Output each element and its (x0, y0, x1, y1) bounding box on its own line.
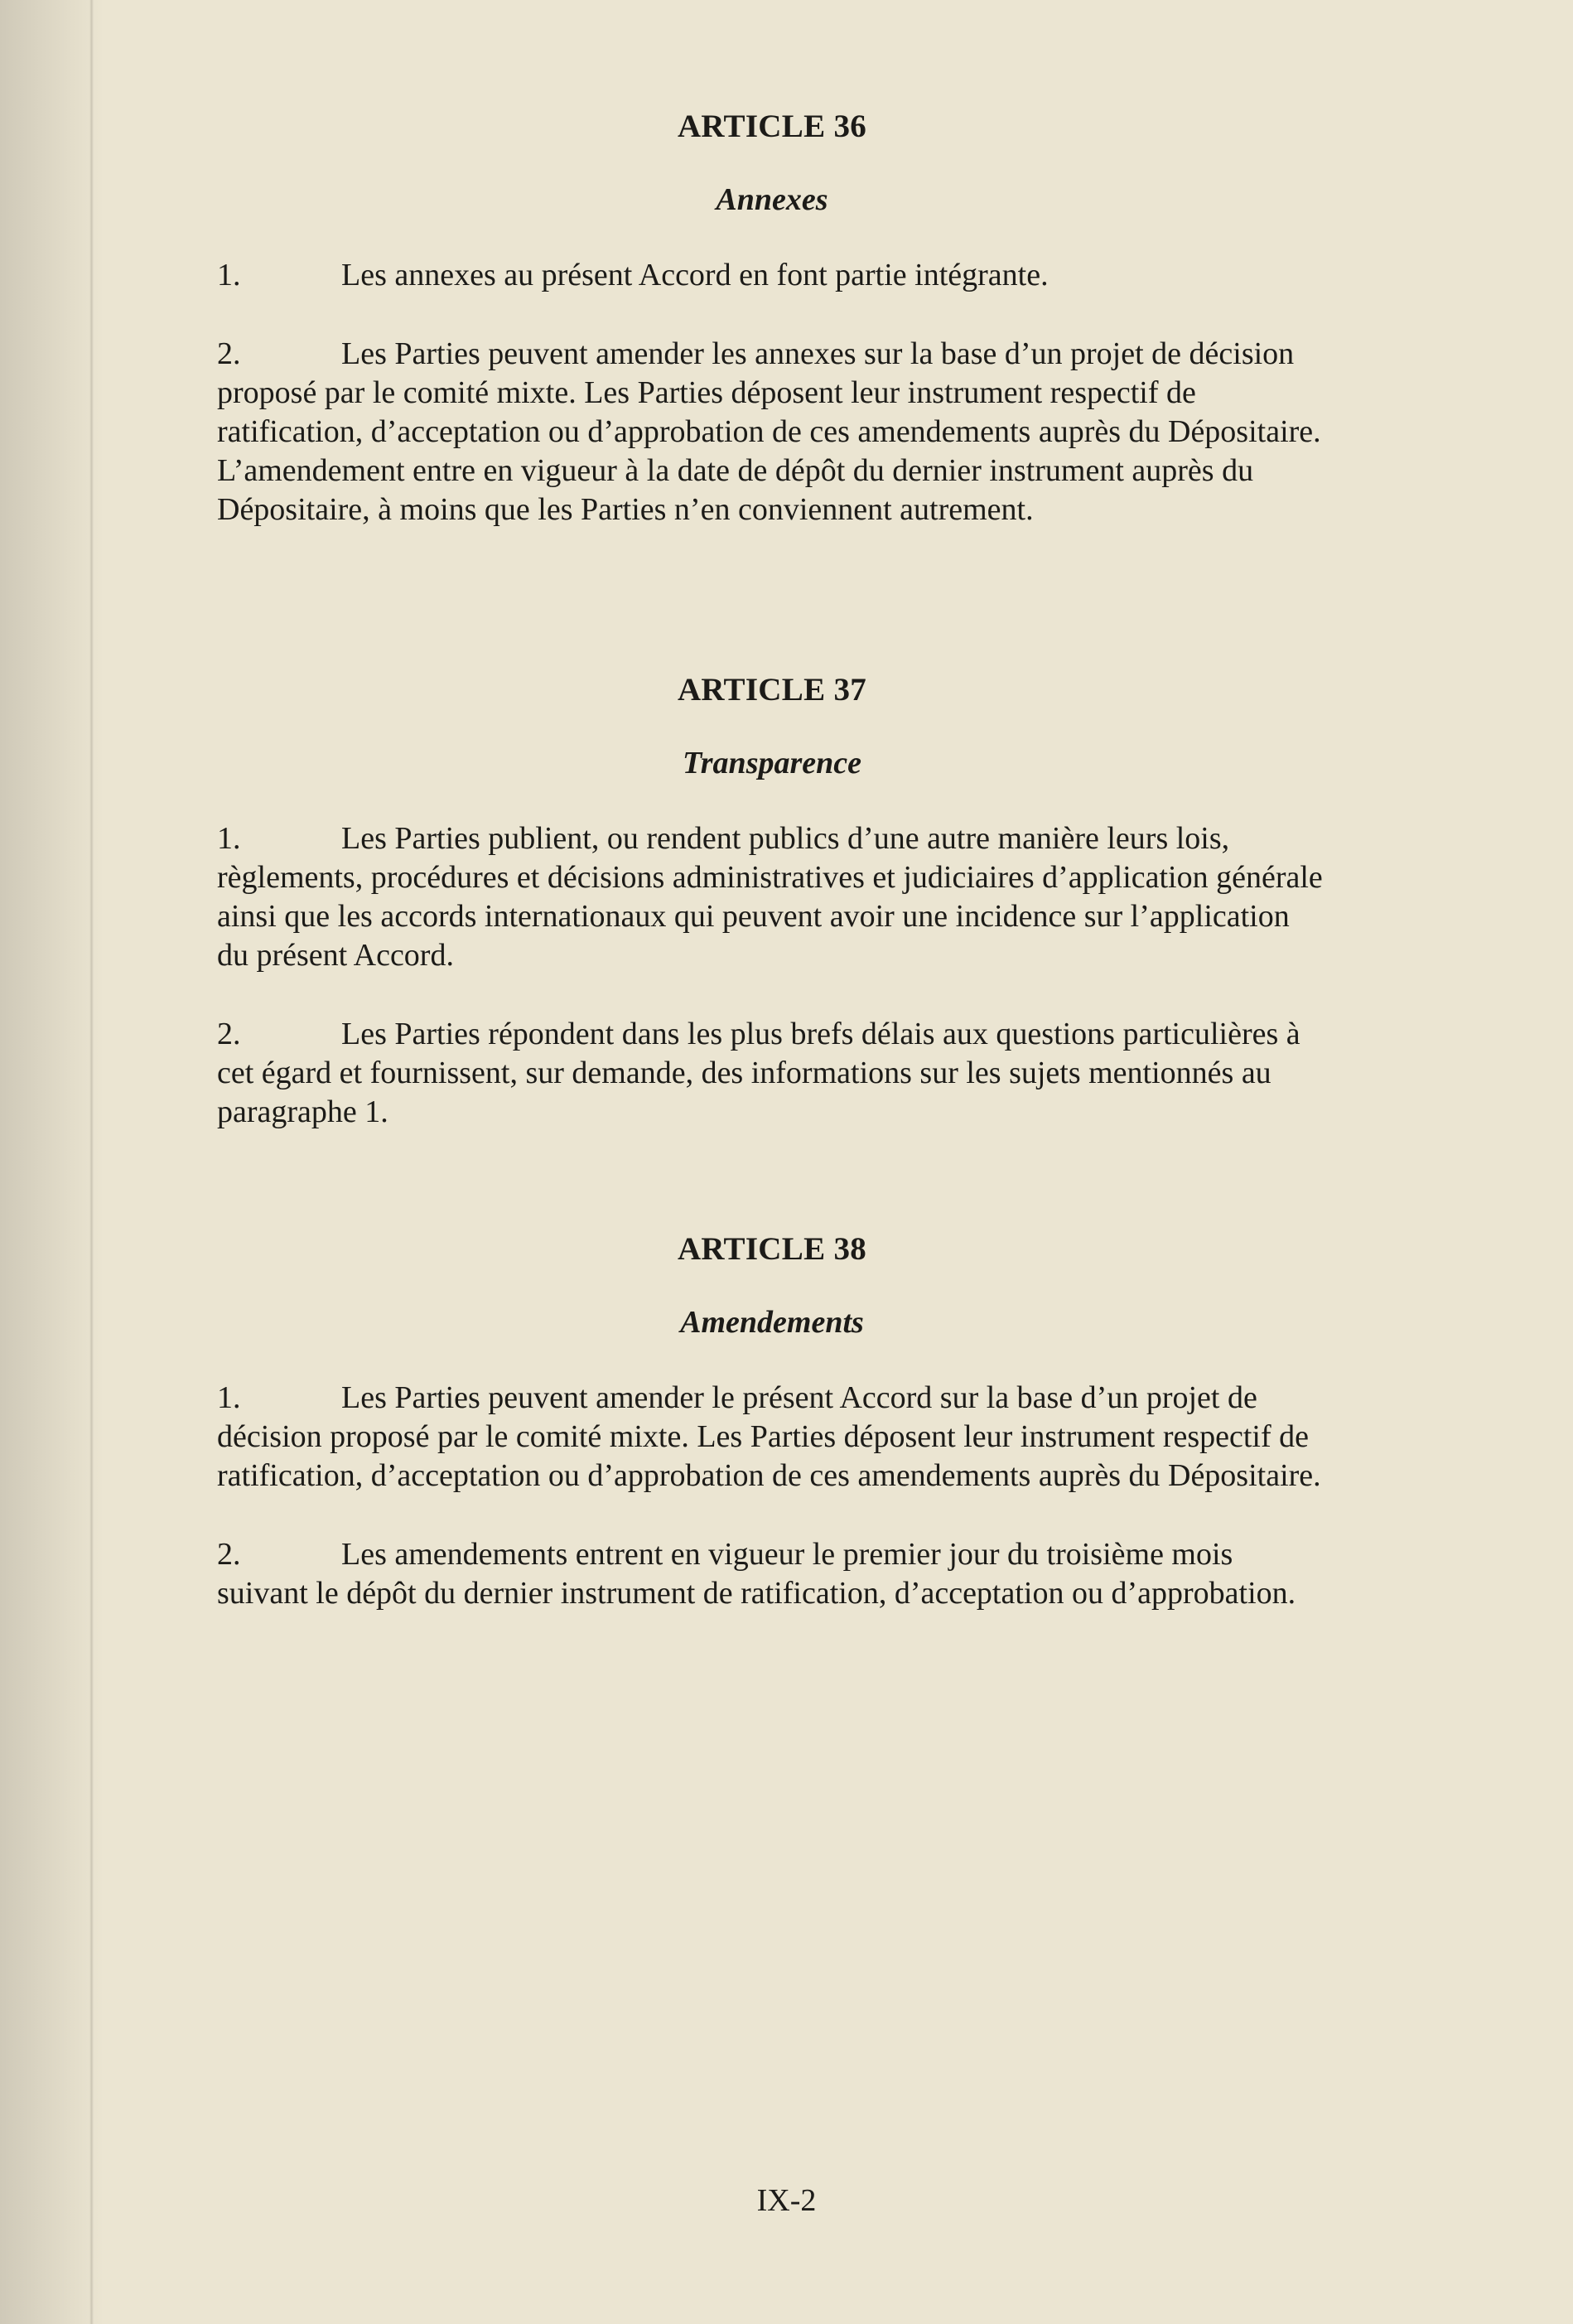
article-37 (217, 671, 1327, 1132)
article-subtitle: Annexes (716, 182, 828, 217)
paragraph-number: 1. (217, 1380, 241, 1415)
paragraph (217, 256, 1327, 295)
article-heading: ARTICLE 38 (677, 1231, 867, 1267)
article-heading: ARTICLE 37 (677, 672, 867, 708)
page-gutter-shadow (0, 0, 104, 2324)
paragraph-text: Les annexes au présent Accord en font partie intégrante. (341, 258, 1049, 292)
article-38 (217, 1230, 1327, 1613)
paragraph (217, 335, 1327, 529)
paragraph (217, 819, 1327, 975)
paragraph-number: 2. (217, 1017, 241, 1051)
binding-edge (89, 0, 94, 2324)
paragraph-number: 2. (217, 1537, 241, 1572)
article-heading: ARTICLE 36 (677, 109, 867, 144)
paragraph (217, 1015, 1327, 1132)
article-subtitle: Transparence (682, 746, 862, 780)
paragraph-text: Les Parties répondent dans les plus brefs délais aux questions particulières à cet égard et fournissent, sur demande, des informations sur les sujets mentionnés au paragraphe 1. (217, 1017, 1300, 1129)
paragraph-text: Les Parties peuvent amender les annexes sur la base d’un projet de décision proposé par le comité mixte. Les Parties déposent leur instrument respectif de ratification, d’acceptation ou d’approbation de ces amendements auprès du Dépositaire. L’amendement entre en vigueur à la date de dépôt du dernier instrument auprès du Dépositaire, à moins que les Parties n’en conviennent autrement. (217, 336, 1321, 527)
document-page (217, 99, 1327, 2254)
paragraph-number: 1. (217, 258, 241, 292)
paragraph-text: Les amendements entrent en vigueur le premier jour du troisième mois suivant le dépôt du dernier instrument de ratification, d’acceptation ou d’approbation. (217, 1537, 1296, 1611)
article-subtitle: Amendements (680, 1305, 864, 1340)
paragraph (217, 1535, 1327, 1613)
paragraph-number: 1. (217, 821, 241, 856)
paragraph (217, 1379, 1327, 1495)
paragraph-text: Les Parties publient, ou rendent publics d’une autre manière leurs lois, règlements, procédures et décisions administratives et judiciaires d’application générale ainsi que les accords internationaux qui peuvent avoir une incidence sur l’application du présent Accord. (217, 821, 1323, 973)
article-36 (217, 108, 1327, 529)
page-number: IX-2 (756, 2183, 817, 2218)
paragraph-number: 2. (217, 336, 241, 371)
paragraph-text: Les Parties peuvent amender le présent Accord sur la base d’un projet de décision proposé par le comité mixte. Les Parties déposent leur instrument respectif de ratification, d’acceptation ou d’approbation de ces amendements auprès du Dépositaire. (217, 1380, 1321, 1493)
